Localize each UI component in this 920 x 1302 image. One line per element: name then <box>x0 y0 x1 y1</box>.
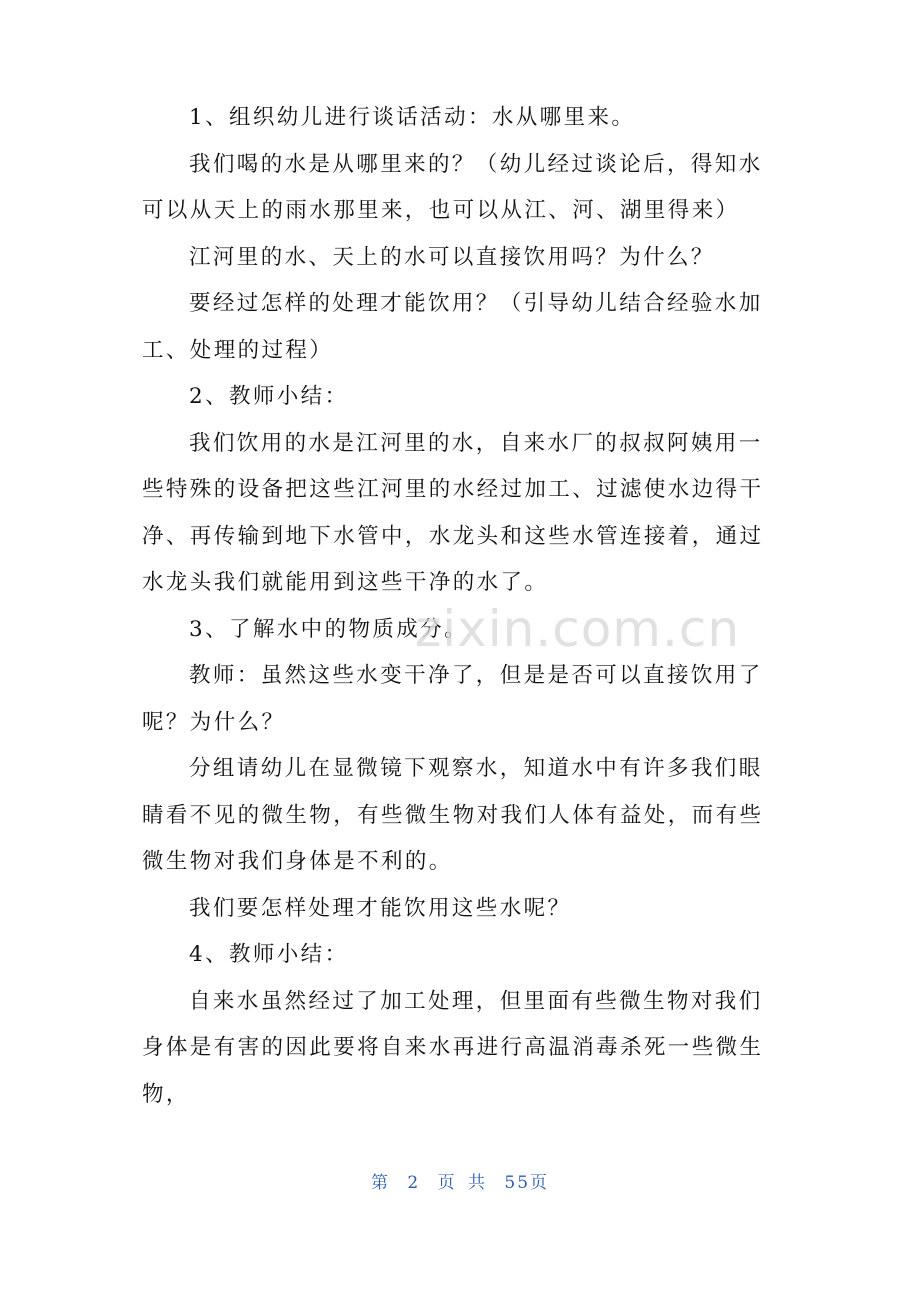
paragraph-2: 我们喝的水是从哪里来的？（幼儿经过谈论后，得知水可以从天上的雨水那里来，也可以从江、河、湖里得来） <box>142 151 763 223</box>
footer-total-pages: 55页 <box>504 1173 550 1193</box>
paragraph-9: 分组请幼儿在显微镜下观察水，知道水中有许多我们眼睛看不见的微生物，有些微生物对我们人体有益处，而有些微生物对我们身体是不利的。 <box>142 756 764 874</box>
footer-label-page: 第 <box>370 1173 390 1193</box>
paragraph-11: 4、教师小结： <box>189 942 349 967</box>
paragraph-7: 3、了解水中的物质成分。 <box>189 616 468 642</box>
paragraph-12: 自来水虽然经过了加工处理，但里面有些微生物对我们身体是有害的因此要将自来水再进行高温消毒杀死一些微生物， <box>142 988 764 1107</box>
watermark: zixin.com.cn <box>415 600 741 658</box>
paragraph-6: 我们饮用的水是江河里的水，自来水厂的叔叔阿姨用一些特殊的设备把这些江河里的水经过加工、过滤使水边得干净、再传输到地下水管中，水龙头和这些水管连接着，通过水龙头我们就能用到这些干净的水了。 <box>142 430 764 595</box>
paragraph-5: 2、教师小结： <box>189 384 349 409</box>
page-footer <box>0 1168 920 1193</box>
footer-label-of: 页 共 <box>437 1173 487 1193</box>
paragraph-1: 1、组织幼儿进行谈话活动：水从哪里来。 <box>189 105 636 130</box>
paragraph-8: 教师：虽然这些水变干净了，但是是否可以直接饮用了呢？为什么？ <box>142 663 763 735</box>
paragraph-3: 江河里的水、天上的水可以直接饮用吗？为什么？ <box>189 244 715 270</box>
paragraph-4: 要经过怎样的处理才能饮用？（引导幼儿结合经验水加工、处理的过程） <box>142 291 763 363</box>
paragraph-10: 我们要怎样处理才能饮用这些水呢？ <box>189 895 572 921</box>
footer-current-page: 2 <box>407 1173 421 1193</box>
